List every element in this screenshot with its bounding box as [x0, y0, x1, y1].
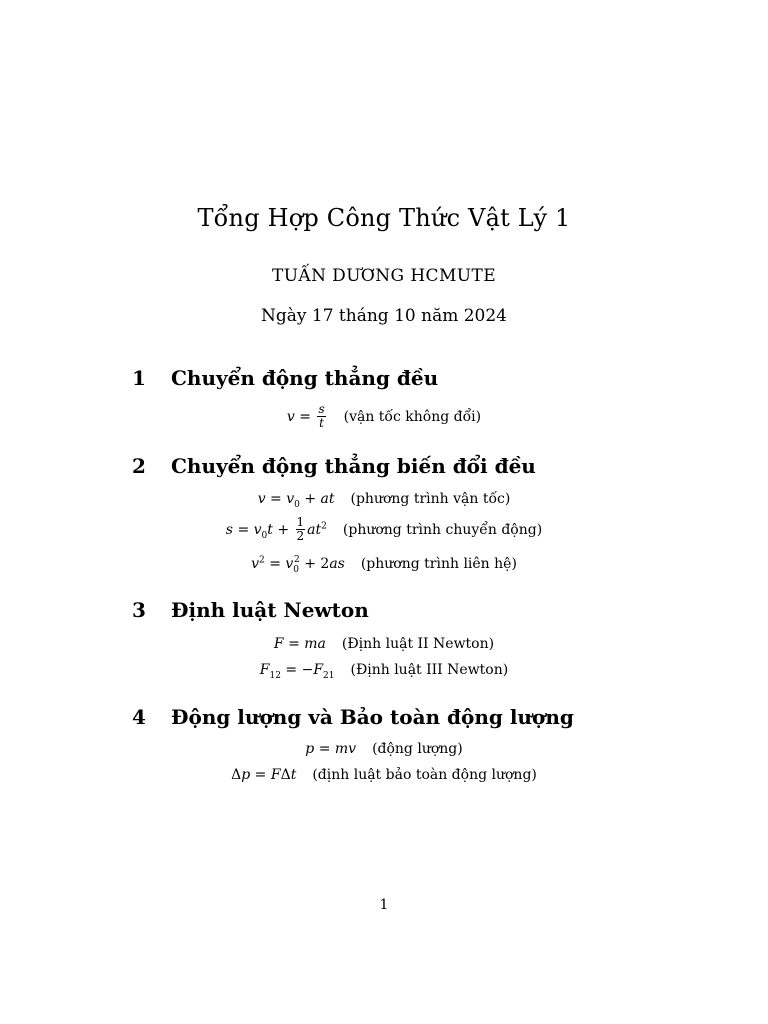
section-number: 4 — [132, 705, 146, 729]
equation-velocity — [0, 491, 768, 510]
section-number: 1 — [132, 366, 146, 390]
equation-note: (Định luật III Newton) — [350, 662, 509, 678]
equation-note: (phương trình vận tốc) — [350, 491, 511, 507]
equation-motion — [0, 516, 768, 543]
equation-formula: $s = v_0t$ + $\frac{1}{2}$ $at^2$ — [225, 515, 327, 543]
section-3-heading — [132, 598, 369, 622]
equation-newton-2 — [0, 636, 768, 652]
equation-velocity-uniform — [0, 403, 768, 430]
section-title: Chuyển động thẳng đều — [171, 366, 439, 390]
section-2-heading — [132, 454, 536, 478]
equation-note: (phương trình liên hệ) — [360, 555, 517, 572]
section-title: Động lượng và Bảo toàn động lượng — [171, 705, 574, 729]
equation-formula: $v^2 = v_0^2 + 2as$ — [251, 555, 345, 575]
equation-formula: p = mv — [305, 741, 357, 757]
section-number: 2 — [132, 454, 146, 478]
equation-formula: $v = v_0$ + at — [257, 491, 335, 510]
document-author: TUẤN DƯƠNG HCMUTE — [271, 266, 497, 286]
equation-newton-3 — [0, 662, 768, 681]
equation-formula: F = ma — [273, 636, 326, 652]
equation-relation — [0, 555, 768, 574]
section-1-heading — [132, 366, 438, 390]
equation-note: (động lượng) — [372, 741, 463, 757]
section-title: Định luật Newton — [171, 598, 369, 622]
equation-note: (Định luật II Newton) — [341, 636, 495, 652]
equation-formula: v = $\frac{s}{t}$ — [286, 402, 325, 430]
document-date: Ngày 17 tháng 10 năm 2024 — [261, 306, 507, 326]
section-number: 3 — [132, 598, 146, 622]
equation-note: (vận tốc không đổi) — [343, 408, 482, 425]
fraction: $\frac{1}{2}$ — [296, 515, 305, 543]
page-number: 1 — [379, 897, 389, 913]
section-4-heading — [132, 705, 574, 729]
equation-momentum — [0, 741, 768, 757]
equation-note: (định luật bảo toàn động lượng) — [312, 767, 537, 783]
fraction: $\frac{s}{t}$ — [318, 402, 325, 430]
equation-formula: $F_{12} = -F_{21}$ — [259, 662, 335, 681]
section-title: Chuyển động thẳng biến đổi đều — [171, 454, 536, 478]
equation-momentum-conservation — [0, 767, 768, 783]
document-title: Tổng Hợp Công Thức Vật Lý 1 — [197, 204, 571, 232]
equation-note: (phương trình chuyển động) — [342, 521, 543, 538]
equation-formula: Δp = FΔt — [231, 767, 297, 783]
